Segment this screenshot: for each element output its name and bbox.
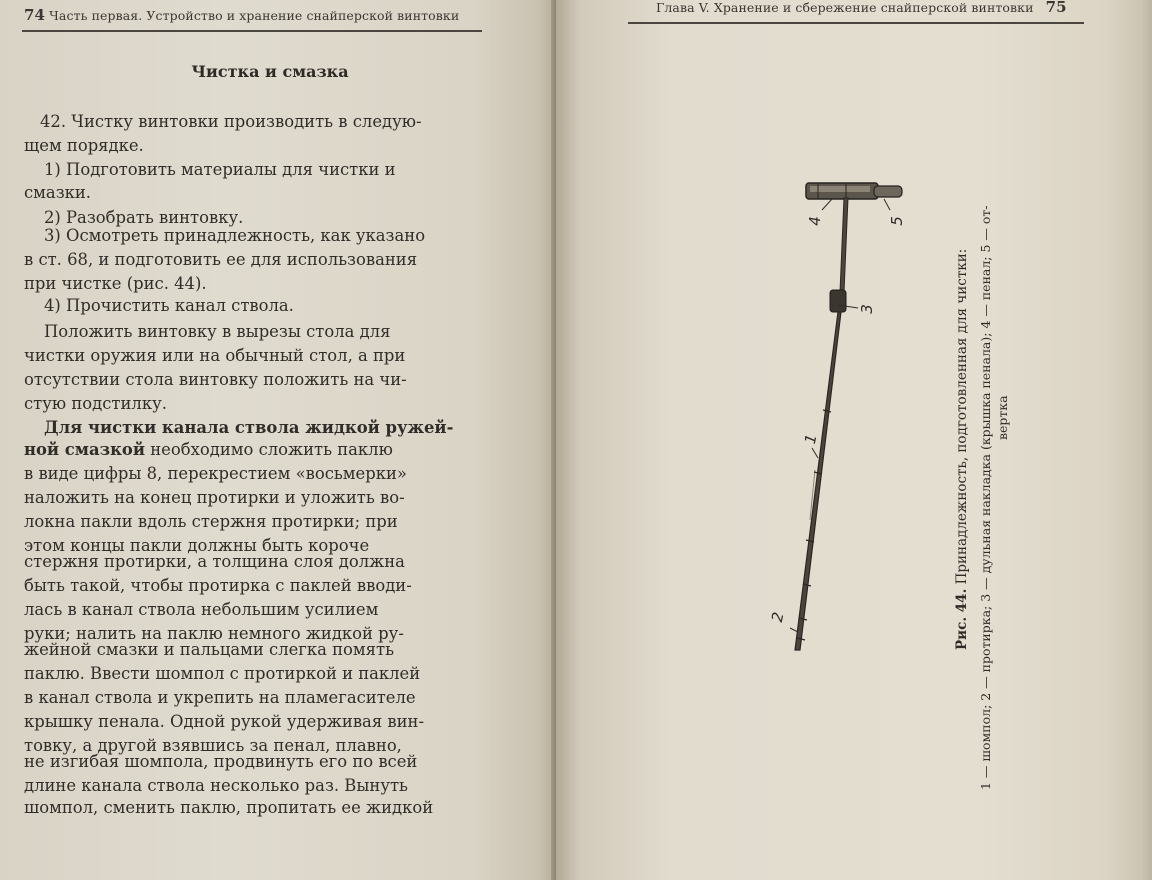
muzzle-cap (830, 290, 846, 312)
text-line: Положить винтовку в вырезы стола для (44, 322, 391, 341)
text-line: в канал ствола и укрепить на пламегасителе (24, 688, 416, 707)
figure-label-1: 1 (800, 432, 821, 446)
caption-line-1: Рис. 44. Принадлежность, подготовленная для чистки: (954, 248, 970, 650)
text-line-bold: Для чистки канала ствола жидкой ружей- (44, 418, 454, 437)
text-line: 4) Прочистить канал ствола. (44, 296, 294, 315)
section-title: Чистка и смазка (191, 62, 349, 81)
caption-line-3: вертка (995, 395, 1010, 440)
cleaning-rod (795, 312, 841, 650)
text-line: локна пакли вдоль стержня протирки; при (24, 512, 398, 531)
text-line: этом концы пакли должны быть короче (24, 536, 370, 555)
text-line: жейной смазки и пальцами слегка помять (24, 640, 394, 659)
left-page-number: 74 (24, 6, 46, 24)
text-line: 2) Разобрать винтовку. (44, 208, 244, 227)
tool-handle-case (806, 183, 902, 199)
text-line: лась в канал ствола небольшим усилием (24, 600, 379, 619)
right-running-head-text: Глава V. Хранение и сбережение снайперской винтовки (656, 0, 1034, 15)
text-line: ной смазкой необходимо сложить паклю (24, 440, 393, 459)
text-line: 42. Чистку винтовки производить в следую- (40, 112, 422, 131)
text-line: чистки оружия или на обычный стол, а при (24, 346, 406, 365)
figure-caption (952, 249, 973, 650)
text-line: стержня протирки, а толщина слоя должна (24, 552, 405, 571)
text-line: стую подстилку. (24, 394, 167, 413)
text-line: руки; налить на паклю немного жидкой ру- (24, 624, 404, 643)
figure-label-2: 2 (767, 610, 788, 624)
text-line: смазки. (24, 183, 92, 202)
text-line: товку, а другой взявшись за пенал, плавно, (24, 736, 402, 755)
text-line: длине канала ствола несколько раз. Вынуть (24, 776, 408, 795)
figure-label-3: 3 (857, 304, 876, 314)
text-line: наложить на конец протирки и уложить во- (24, 488, 405, 507)
figure-label-5: 5 (887, 216, 906, 226)
text-line: быть такой, чтобы протирка с паклей вводи- (24, 576, 412, 595)
text-line: крышку пенала. Одной рукой удерживая вин- (24, 712, 424, 731)
text-line: в ст. 68, и подготовить ее для использования (24, 250, 418, 269)
caption-line-2: 1 — шомпол; 2 — протирка; 3 — дульная накладка (крышка пенала); 4 — пенал; 5 — от- (978, 205, 993, 790)
left-running-head-text: Часть первая. Устройство и хранение снайперской винтовки (49, 8, 460, 23)
text-line: шомпол, сменить паклю, пропитать ее жидкой (24, 798, 434, 817)
figure-label-4: 4 (805, 216, 824, 226)
text-line: 3) Осмотреть принадлежность, как указано (44, 226, 426, 245)
right-page-number: 75 (1045, 0, 1067, 16)
text-line: не изгибая шомпола, продвинуть его по всей (24, 752, 418, 771)
text-line: 1) Подготовить материалы для чистки и (44, 160, 396, 179)
text-line: в виде цифры 8, перекрестием «восьмерки» (24, 464, 407, 483)
figure-caption-3 (992, 395, 1013, 440)
text-line: паклю. Ввести шомпол с протиркой и паклей (24, 664, 421, 683)
text-line: отсутствии стола винтовку положить на чи- (24, 370, 407, 389)
text-line: при чистке (рис. 44). (24, 274, 207, 293)
text-line: щем порядке. (24, 136, 144, 155)
figure-caption-2 (975, 205, 996, 790)
